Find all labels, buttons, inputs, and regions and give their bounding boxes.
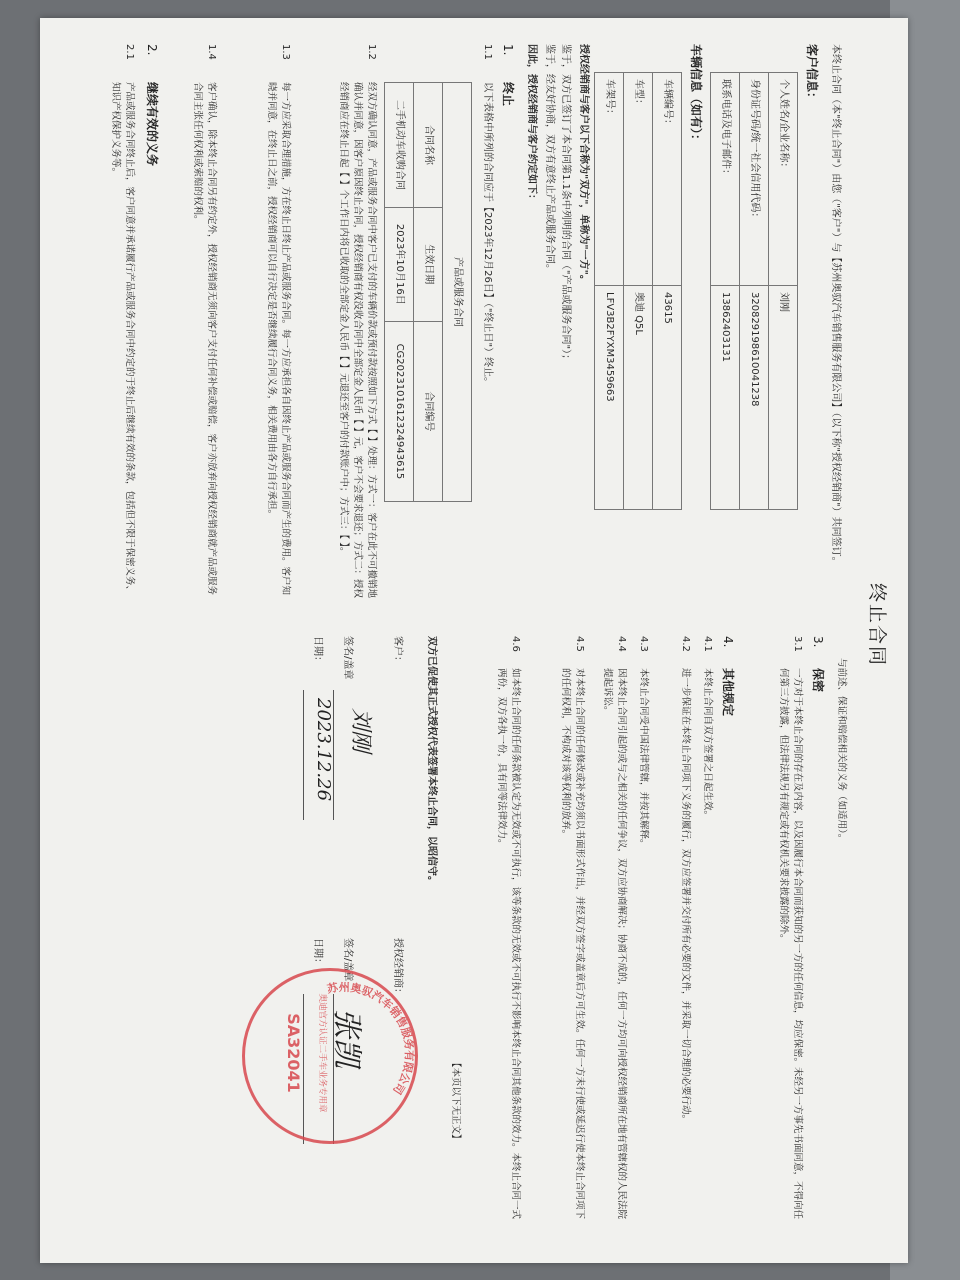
parties-line: 授权经销商与客户以下合称为"双方"，单称为"一方"。 <box>578 44 589 285</box>
customer-party-label: 客户： <box>392 636 403 666</box>
dealer-date-label: 日期： <box>312 938 323 968</box>
clause-3-1-number: 3.1 <box>792 636 803 652</box>
section-1-number: 1. <box>501 44 515 56</box>
model-label: 车型： <box>624 73 653 286</box>
customer-date-line <box>303 690 304 820</box>
id-value: 320829198610041238 <box>740 286 769 510</box>
table-row <box>385 83 414 502</box>
clause-1-3-number: 1.3 <box>280 44 291 60</box>
column-header: 合同名称 <box>414 83 443 208</box>
section-4-number: 4. <box>721 636 735 648</box>
table-row <box>595 73 624 510</box>
whereas-1: 鉴于，双方已签订了本合同第1.1条中列明的合同（"产品或服务合同"）； <box>560 44 571 365</box>
clause-4-5-number: 4.5 <box>574 636 585 652</box>
dealer-signature: 张凯 <box>329 1008 364 1068</box>
vin-value: LFV3B2FYXM3459663 <box>595 286 624 510</box>
contract-table <box>384 82 472 502</box>
clause-4-2-number: 4.2 <box>680 636 691 652</box>
clause-1-1-text: 以下表格中所列的合同应于【2023年12月26日】（"终止日"）终止。 <box>482 82 493 388</box>
section-2-number: 2. <box>145 44 159 56</box>
clause-2-1-text: 产品或服务合同终止后，客户同意并承诺履行产品或服务合同中约定的于终止后继续有效的条款，包括但不限于保密义务、知识产权保护义务等。 <box>110 82 135 596</box>
section-3-number: 3. <box>811 636 825 648</box>
contract-name-cell: 二手机动车收购合同 <box>385 83 414 208</box>
customer-info-table <box>710 72 798 510</box>
therefore-line: 因此，授权经销商与客户约定如下： <box>526 44 537 204</box>
vin-label: 车架号： <box>595 73 624 286</box>
clause-1-2-text: 经双方确认同意，产品或服务合同中客户已支付的车辆价款或预付款按照如下方式【 】处理：方式一：客户在此不可撤销地确认并同意，因客户原因终止合同，授权经销商有权没收合同中全部定金人民币【 】元，客户不会要求退还；方式二：授权经销商应在终止日起【 】个工作日内将已收取的全部定金人民币【 】元退还至客户的付款账户中；方式三：【 】。 <box>338 82 377 599</box>
clause-4-1-number: 4.1 <box>702 636 713 652</box>
section-2-title: 继续有效的义务 <box>145 82 159 167</box>
clause-1-4-text: 客户确认，除本终止合同另有约定外，授权经销商无须向客户支付任何补偿或赔偿，客户亦放弃向授权经销商就产品或服务合同主张任何权利或索赔的权利。 <box>192 82 217 596</box>
model-value: 奥迪 Q5L <box>624 286 653 510</box>
table-row <box>711 73 740 510</box>
clause-4-6-text: 如本终止合同的任何条款被认定为无效或不可执行，该等条款的无效或不可执行不影响本终止合同其他条款的效力。本终止合同一式两份，双方各执一份，具有同等法律效力。 <box>496 668 521 1220</box>
customer-handwritten-date: 2023.12.26 <box>313 698 334 802</box>
id-label: 身份证号码/统一社会信用代码： <box>740 73 769 286</box>
table-row <box>443 83 472 502</box>
section-3-lead-text: 与前述、保证和赔偿相关的义务（如适用）。 <box>836 658 847 844</box>
customer-info-label: 客户信息： <box>805 44 819 105</box>
effective-date-cell: 2023年10月16日 <box>385 207 414 321</box>
intro-text: 本终止合同（本"终止合同"）由您（"客户"）与【苏州奥驭汽车销售服务有限公司】（以下称"授权经销商"）共同签订。 <box>830 44 841 567</box>
order-value: 43615 <box>653 286 682 510</box>
column-header: 合同编号 <box>414 321 443 501</box>
clause-4-3-text: 本终止合同受中国法律管辖，并按其解释。 <box>638 668 649 849</box>
document-sheet <box>40 18 908 1263</box>
vehicle-info-table <box>594 72 682 510</box>
phone-label: 联系电话及电子邮件： <box>711 73 740 286</box>
seal-ring-text: 苏州奥驭汽车销售服务有限公司 <box>326 980 416 1097</box>
table-row <box>769 73 798 510</box>
customer-date-label: 日期： <box>312 636 323 666</box>
document-title: 终止合同 <box>866 583 888 668</box>
clause-1-1-number: 1.1 <box>482 44 493 60</box>
customer-signature: 刘刚 <box>348 708 373 753</box>
table-row <box>653 73 682 510</box>
dealer-sign-label: 签名/盖章 <box>342 938 353 982</box>
vehicle-info-label: 车辆信息（如有）： <box>689 44 703 147</box>
clause-3-1-text: 一方对于本终止合同的存在及内容，以及因履行本合同而获知的另一方的任何信息，均应保密。未经另一方事先书面同意，不得向任何第三方披露，但法律法规另有规定或有权机关要求披露的除外。 <box>778 668 803 1220</box>
clause-4-1-text: 本终止合同自双方签署之日起生效。 <box>702 668 713 821</box>
clause-4-2-text: 进一步保证在本终止合同项下义务的履行，双方应签署并交付所有必要的文件，并采取一切合理的必要行动。 <box>680 668 691 1125</box>
phone-value: 13862403131 <box>711 286 740 510</box>
column-header: 生效日期 <box>414 207 443 321</box>
remainder-note: 【本页以下无正文】 <box>450 1058 461 1144</box>
clause-2-1-number: 2.1 <box>124 44 135 60</box>
table-row <box>740 73 769 510</box>
clause-4-4-number: 4.4 <box>616 636 627 652</box>
section-1-title: 终止 <box>501 82 515 107</box>
name-label: 个人姓名/企业名称： <box>769 73 798 286</box>
clause-4-5-text: 对本终止合同的任何修改或补充均须以书面形式作出，并经双方签字或盖章后方可生效。任何一方未行使或延迟行使本终止合同项下的任何权利，不构成对该等权利的放弃。 <box>560 668 585 1220</box>
clause-4-4-text: 因本终止合同引起的或与之相关的任何争议，双方应协商解决；协商不成的，任何一方均可向授权经销商所在地有管辖权的人民法院提起诉讼。 <box>602 668 627 1220</box>
seal-center-text: 奥迪官方认证二手车业务专用章 <box>317 993 327 1113</box>
clause-1-3-text: 每一方应采取合理措施，方在终止日终止产品或服务合同。每一方应承担各自因终止产品或服务合同而产生的费用。客户知晓并同意，在终止日之前，授权经销商可以自行决定是否继续履行合同义务，相关费用由各方自行承担。 <box>266 82 291 596</box>
section-3-title: 保密 <box>811 668 825 693</box>
table-row <box>624 73 653 510</box>
clause-1-2-number: 1.2 <box>366 44 377 60</box>
clause-1-4-number: 1.4 <box>206 44 217 60</box>
contract-table-header-top: 产品或服务合同 <box>443 83 472 502</box>
signing-intro: 双方已促使其正式授权代表签署本终止合同，以昭信守。 <box>426 636 437 886</box>
contract-number-cell: CG2023101612324943615 <box>385 321 414 501</box>
rotated-page <box>40 18 908 1263</box>
clause-4-6-number: 4.6 <box>510 636 521 652</box>
table-row <box>414 83 443 502</box>
order-label: 车辆编号： <box>653 73 682 286</box>
section-4-title: 其他规定 <box>721 668 735 717</box>
customer-sign-label: 签名/盖章 <box>342 636 353 680</box>
dealer-party-label: 授权经销商： <box>392 938 403 998</box>
clause-4-3-number: 4.3 <box>638 636 649 652</box>
seal-code: SA32041 <box>284 1013 303 1093</box>
name-value: 刘刚 <box>769 286 798 510</box>
whereas-2: 鉴于，经友好协商，双方有意终止产品或服务合同。 <box>544 44 555 274</box>
